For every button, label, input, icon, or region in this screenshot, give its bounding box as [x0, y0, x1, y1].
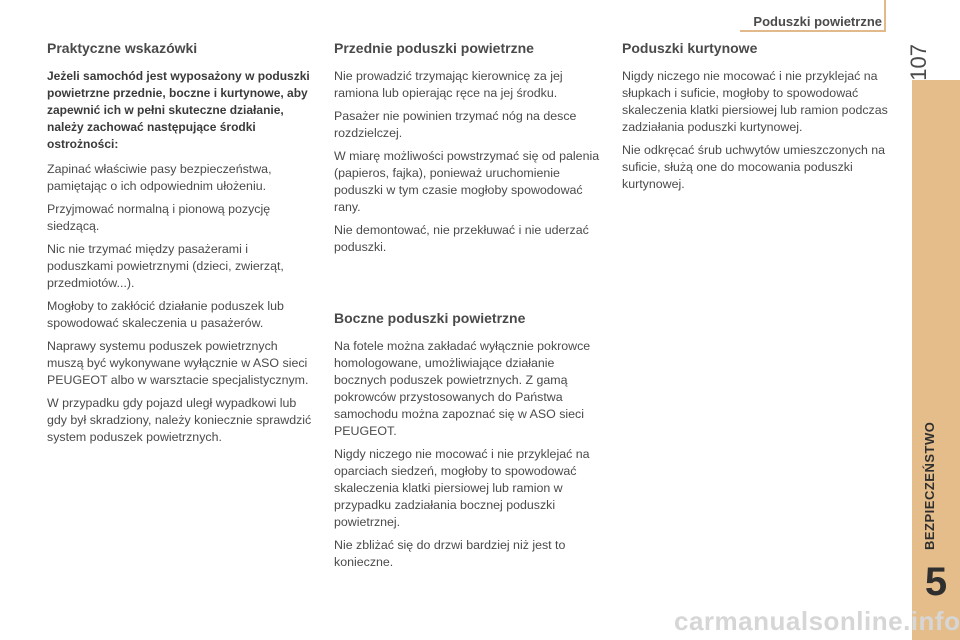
column-curtain-airbags [622, 40, 898, 199]
paragraph: Nic nie trzymać między pasażerami i poduszkami powietrznymi (dzieci, zwierząt, przedmiotów...). [47, 242, 284, 290]
section-heading: Poduszki kurtynowe [622, 40, 758, 56]
paragraph: Nigdy niczego nie mocować i nie przyklejać na słupkach i suficie, mogłoby to spowodować skaleczenia klatki piersiowej lub ramion podczas zadziałania poduszki kurtynowej. [622, 69, 888, 134]
paragraph: Nie zbliżać się do drzwi bardziej niż jest to konieczne. [334, 538, 566, 569]
paragraph: Mogłoby to zakłócić działanie poduszek lub spowodować skaleczenia u pasażerów. [47, 299, 284, 330]
paragraph: Na fotele można zakładać wyłącznie pokrowce homologowane, umożliwiające działanie bocznych poduszek powietrznych. Z gamą pokrowców przystosowanych do Państwa samochodu można zapoznać się w ASO sieci PEUGEOT. [334, 339, 591, 438]
paragraph: Zapinać właściwie pasy bezpieczeństwa, pamiętając o ich odpowiednim ułożeniu. [47, 162, 272, 193]
running-header: Poduszki powietrzne [753, 14, 882, 29]
header-rule [740, 30, 886, 32]
paragraph: Nie demontować, nie przekłuwać i nie uderzać poduszki. [334, 223, 589, 254]
section-label: BEZPIECZEŃSTWO [922, 421, 937, 550]
header-divider [884, 0, 886, 32]
column-practical-tips [47, 40, 312, 452]
paragraph: Przyjmować normalną i pionową pozycję siedzącą. [47, 202, 271, 233]
page-number: 107 [906, 44, 931, 81]
section-heading: Boczne poduszki powietrzne [334, 310, 526, 326]
chapter-number: 5 [924, 560, 948, 604]
paragraph: Naprawy systemu poduszek powietrznych muszą być wykonywane wyłącznie w ASO sieci PEUGEOT albo w warsztacie specjalistycznym. [47, 339, 309, 387]
paragraph: Pasażer nie powinien trzymać nóg na desce rozdzielczej. [334, 109, 577, 140]
paragraph: W miarę możliwości powstrzymać się od palenia (papieros, fajka), ponieważ uruchomienie poduszki w tym czasie mogłoby spowodować rany. [334, 149, 600, 214]
paragraph: Nie odkręcać śrub uchwytów umieszczonych na suficie, służą one do mocowania poduszki kurtynowej. [622, 143, 886, 191]
watermark: carmanualsonline.info [674, 606, 960, 636]
column-side-airbags [334, 310, 602, 577]
paragraph: W przypadku gdy pojazd uległ wypadkowi lub gdy był skradziony, należy koniecznie sprawdzić system poduszek powietrznych. [47, 396, 312, 444]
column-front-airbags [334, 40, 602, 262]
chapter-side-tab [912, 80, 960, 640]
section-heading: Przednie poduszki powietrzne [334, 40, 534, 56]
intro-paragraph: Jeżeli samochód jest wyposażony w poduszki powietrzne przednie, boczne i kurtynowe, aby zapewnić ich w pełni skuteczne działanie, należy zachować następujące środki ostrożności: [47, 69, 310, 151]
section-heading: Praktyczne wskazówki [47, 40, 198, 56]
paragraph: Nie prowadzić trzymając kierownicę za jej ramiona lub opierając ręce na jej środku. [334, 69, 563, 100]
paragraph: Nigdy niczego nie mocować i nie przyklejać na oparciach siedzeń, mogłoby to spowodować skaleczenia klatki piersiowej lub ramion w przypadku zadziałania bocznej poduszki powietrznej. [334, 447, 590, 529]
